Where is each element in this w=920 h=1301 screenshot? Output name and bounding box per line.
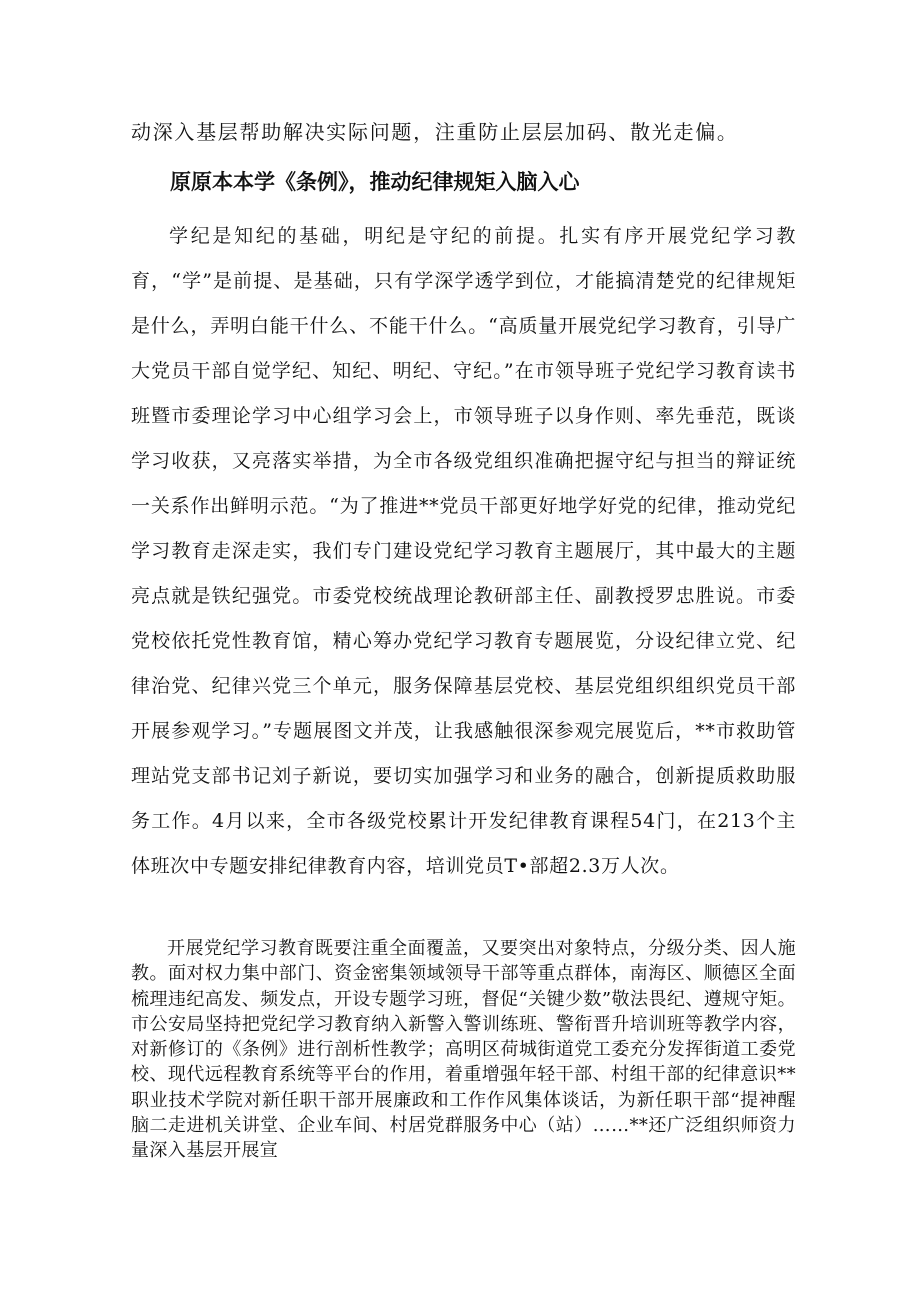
section-heading: 原原本本学《条例》，推动纪律规矩入脑入心 xyxy=(170,170,580,194)
paragraph-2: 开展党纪学习教育既要注重全面覆盖，又要突出对象特点，分级分类、因人施教。面对权力集中部门、资金密集领域领导干部等重点群体，南海区、顺德区全面梳理违纪高发、频发点，开设专题学习班，督促“关键少数”敬法畏纪、遵规守矩。市公安局坚持把党纪学习教育纳入新警入警训练班、警衔晋升培训班等教学内容，对新修订的《条例》进行剖析性教学；高明区荷城街道党工委充分发挥街道工委党校、现代远程教育系统等平台的作用，着重增强年轻干部、村组干部的纪律意识**职业技术学院对新任职干部开展廉政和工作作风集体谈话，为新任职干部“提神醒脑二走进机关讲堂、企业车间、村居党群服务中心（站）……**还广泛组织师资力量深入基层开展宣 xyxy=(131,938,796,1162)
paragraph-1: 学纪是知纪的基础，明纪是守纪的前提。扎实有序开展党纪学习教育，“学”是前提、是基础，只有学深学透学到位，才能搞清楚党的纪律规矩是什么，弄明白能干什么、不能干什么。“高质量开展党纪学习教育，引导广大党员干部自觉学纪、知纪、明纪、守纪。”在市领导班子党纪学习教育读书班暨市委理论学习中心组学习会上，市领导班子以身作则、率先垂范，既谈学习收获，又亮落实举措，为全市各级党组织准确把握守纪与担当的辩证统一关系作出鲜明示范。“为了推进**党员干部更好地学好党的纪律，推动党纪学习教育走深走实，我们专门建设党纪学习教育主题展厅，其中最大的主题亮点就是铁纪强党。市委党校统战理论教研部主任、副教授罗忠胜说。市委党校依托党性教育馆，精心筹办党纪学习教育专题展览，分设纪律立党、纪律治党、纪律兴党三个单元，服务保障基层党校、基层党组织组织党员干部开展参观学习。”专题展图文并茂，让我感触很深参观完展览后，**市救助管理站党支部书记刘子新说，要切实加强学习和业务的融合，创新提质救助服务工作。4月以来，全市各级党校累计开发纪律教育课程54门，在213个主体班次中专题安排纪律教育内容，培训党员T•部超2.3万人次。 xyxy=(131,225,796,877)
lead-text-line: 动深入基层帮助解决实际问题，注重防止层层加码、散光走偏。 xyxy=(131,120,739,144)
